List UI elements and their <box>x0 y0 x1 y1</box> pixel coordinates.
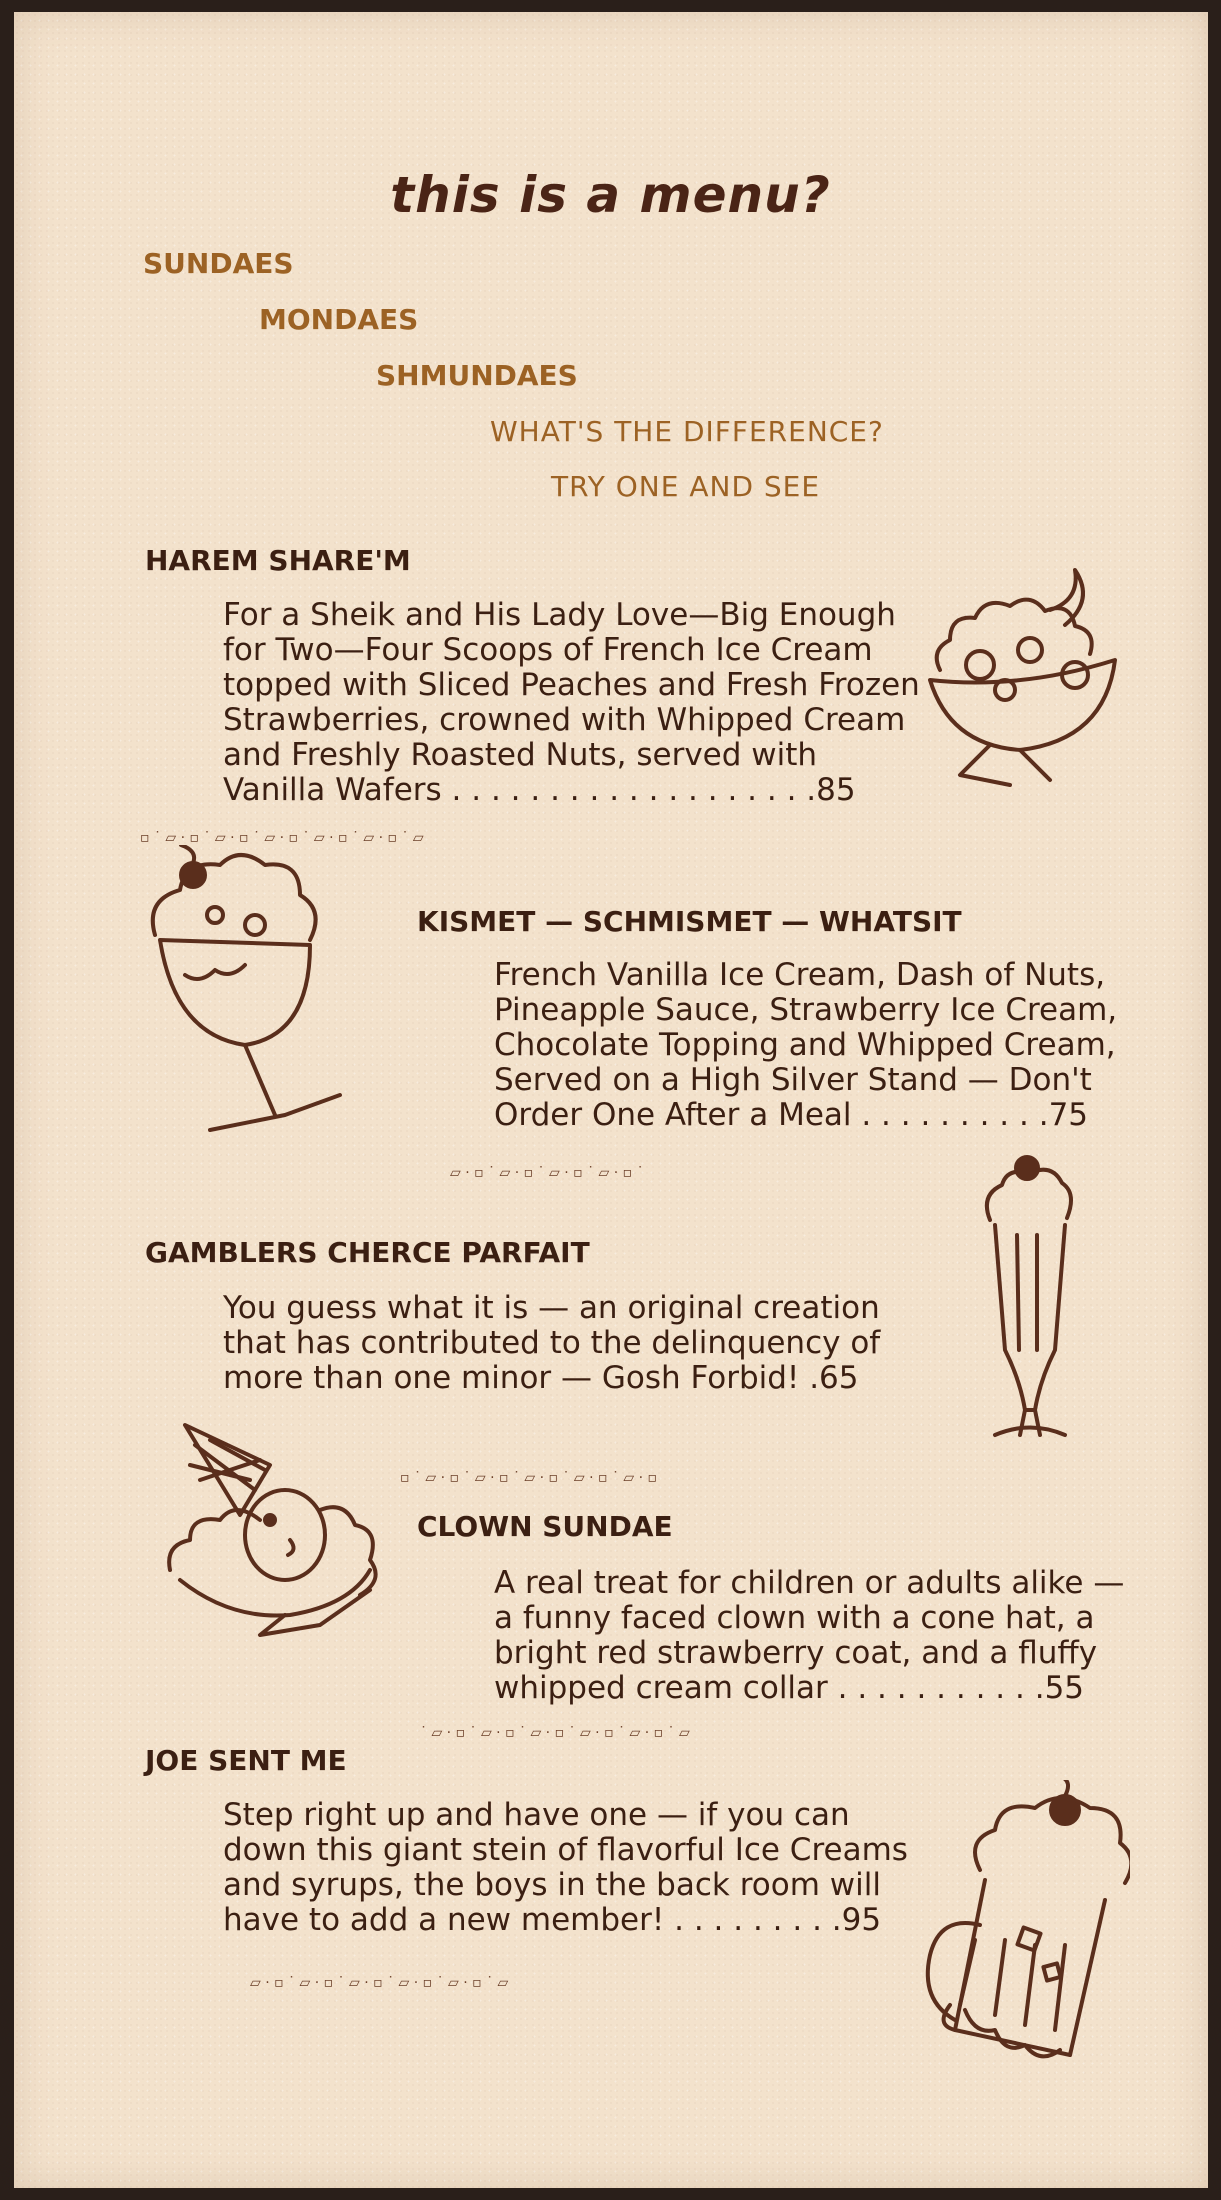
confetti-speck: ▫ ˙ ▱ · ▫ ˙ ▱ · ▫ ˙ ▱ · ▫ ˙ ▱ · ▫ ˙ ▱ · ▫ <box>400 1470 658 1486</box>
confetti-speck: ▫ ˙ ▱ · ▫ ˙ ▱ · ▫ ˙ ▱ · ▫ ˙ ▱ · ▫ ˙ ▱ · ▫ ˙ ▱ <box>140 830 424 846</box>
intro-sundaes: SUNDAES <box>143 247 294 280</box>
item-desc-joe: Step right up and have one — if you can down this giant stein of flavorful Ice Creams and syrups, the boys in the back room will have to add a new member! . . . . . . . . .95 <box>223 1797 908 1938</box>
tipping-sundae-glass-icon <box>135 845 365 1155</box>
ice-cream-stein-icon <box>880 1780 1130 2080</box>
intro-shmundaes: SHMUNDAES <box>376 359 578 392</box>
item-desc-kismet: French Vanilla Ice Cream, Dash of Nuts, Pineapple Sauce, Strawberry Ice Cream, Chocolate Topping and Whipped Cream, Served on a High Silver Stand — Don't Order One After a Meal . . . . . . . . . .75 <box>494 957 1118 1133</box>
item-desc-clown: A real treat for children or adults alike — a funny faced clown with a cone hat, a bright red strawberry coat, and a fluffy whipped cream collar . . . . . . . . . . .55 <box>494 1565 1125 1706</box>
item-desc-harem: For a Sheik and His Lady Love—Big Enough for Two—Four Scoops of French Ice Cream topped with Sliced Peaches and Fresh Frozen Strawberries, crowned with Whipped Cream and Freshly Roasted Nuts, served with Vanilla Wafers . . . . . . . . . . . . . . . . . . .85 <box>223 597 920 808</box>
banana-split-boat-icon <box>900 540 1140 820</box>
item-name-kismet: KISMET — SCHMISMET — WHATSIT <box>417 905 962 938</box>
clown-sundae-icon <box>160 1420 400 1650</box>
item-name-gamblers: GAMBLERS CHERCE PARFAIT <box>145 1236 590 1269</box>
item-name-harem: HAREM SHARE'M <box>145 544 411 577</box>
confetti-speck: ˙ ▱ · ▫ ˙ ▱ · ▫ ˙ ▱ · ▫ ˙ ▱ · ▫ ˙ ▱ · ▫ ˙ ▱ <box>420 1725 690 1741</box>
intro-difference: WHAT'S THE DIFFERENCE? <box>490 415 884 448</box>
item-name-joe: JOE SENT ME <box>145 1744 347 1777</box>
intro-mondaes: MONDAES <box>259 303 419 336</box>
item-desc-gamblers: You guess what it is — an original creation that has contributed to the delinquency of more than one minor — Gosh Forbid! .65 <box>223 1290 881 1396</box>
parfait-glass-icon <box>975 1150 1085 1450</box>
confetti-speck: ▱ · ▫ ˙ ▱ · ▫ ˙ ▱ · ▫ ˙ ▱ · ▫ ˙ <box>450 1165 644 1181</box>
intro-try: TRY ONE AND SEE <box>551 470 821 503</box>
menu-title: this is a menu? <box>390 166 831 224</box>
item-name-clown: CLOWN SUNDAE <box>417 1510 673 1543</box>
confetti-speck: ▱ · ▫ ˙ ▱ · ▫ ˙ ▱ · ▫ ˙ ▱ · ▫ ˙ ▱ · ▫ ˙ ▱ <box>250 1975 509 1991</box>
